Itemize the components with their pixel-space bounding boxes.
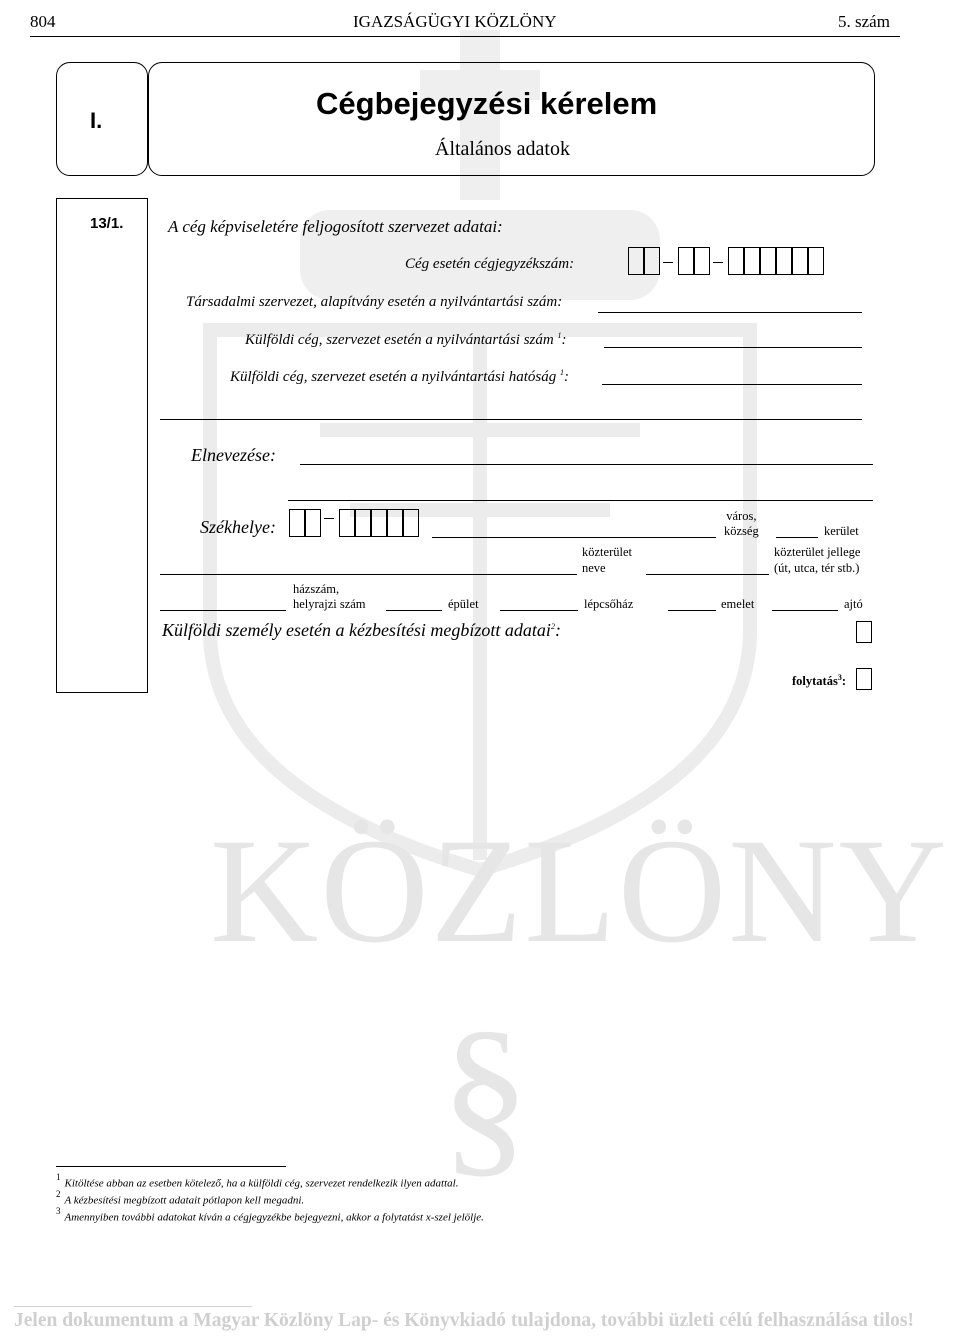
digit-box[interactable] xyxy=(387,509,403,537)
section-number: 13/1. xyxy=(90,215,124,232)
digit-box[interactable] xyxy=(403,509,419,537)
building-label: épület xyxy=(448,597,479,611)
digit-box[interactable] xyxy=(728,247,744,275)
door-label: ajtó xyxy=(844,597,863,611)
floor-label: emelet xyxy=(721,597,755,611)
form-subtitle: Általános adatok xyxy=(435,138,570,160)
section-number-column xyxy=(56,198,148,693)
street-name-field[interactable] xyxy=(160,574,577,575)
footnotes xyxy=(56,1172,856,1223)
name-label: Elnevezése: xyxy=(191,445,276,465)
digit-box[interactable] xyxy=(678,247,694,275)
name-field[interactable] xyxy=(300,464,873,465)
digit-box[interactable] xyxy=(776,247,792,275)
notice-rule xyxy=(14,1306,252,1307)
street-type-field[interactable] xyxy=(646,574,769,575)
district-label: kerület xyxy=(824,524,859,538)
page-number: 804 xyxy=(30,12,56,31)
street-type-label: közterület jellege (út, utca, tér stb.) xyxy=(774,545,861,575)
digit-box[interactable] xyxy=(694,247,710,275)
staircase-field[interactable] xyxy=(500,610,578,611)
foreign-agent-checkbox[interactable] xyxy=(856,621,872,643)
section-label: I. xyxy=(90,108,103,133)
city-label: város, község xyxy=(724,509,759,538)
foreign-reg-authority-field[interactable] xyxy=(602,384,862,385)
foreign-reg-number-label: Külföldi cég, szervezet esetén a nyilvántartási szám $^1$: xyxy=(245,331,567,348)
digit-box[interactable] xyxy=(760,247,776,275)
form-title: Cégbejegyzési kérelem xyxy=(316,86,658,121)
digit-box[interactable] xyxy=(339,509,355,537)
digit-box[interactable] xyxy=(808,247,824,275)
digit-box[interactable] xyxy=(371,509,387,537)
staircase-label: lépcsőház xyxy=(584,597,634,611)
footnote-1: $^1$ Kitöltése abban az esetben kötelező, ha a külföldi cég, szervezet rendelkezik ilyen adattal. xyxy=(56,1172,459,1190)
foreign-reg-number-field[interactable] xyxy=(604,347,862,348)
street-name-label: közterület neve xyxy=(582,545,632,575)
footnote-2: $^2$ A kézbesítési megbízott adatait pótlapon kell megadni. xyxy=(56,1189,305,1207)
continuation-checkbox[interactable] xyxy=(856,668,872,690)
house-number-label: házszám, helyrajzi szám xyxy=(293,582,366,611)
foreign-reg-authority-label: Külföldi cég, szervezet esetén a nyilvántartási hatóság $^1$: xyxy=(230,368,569,385)
digit-box[interactable] xyxy=(628,247,644,275)
ownership-notice: Jelen dokumentum a Magyar Közlöny Lap- és Könyvkiadó tulajdona, további üzleti célú felhasználása tilos! xyxy=(14,1310,914,1331)
digit-box[interactable] xyxy=(305,509,321,537)
social-org-number-field[interactable] xyxy=(598,312,862,313)
door-field[interactable] xyxy=(772,610,838,611)
continuation-label: folytatás$^3$: xyxy=(792,673,846,689)
section-heading: A cég képviseletére feljogosított szervezet adatai: xyxy=(168,217,503,236)
digit-box[interactable] xyxy=(744,247,760,275)
issue-number: 5. szám xyxy=(838,12,890,31)
dash xyxy=(663,262,673,263)
social-org-label: Társadalmi szervezet, alapítvány esetén a nyilvántartási szám: xyxy=(186,294,563,310)
watermark-paragraph-symbol: § xyxy=(440,994,530,1193)
company-reg-label: Cég esetén cégjegyzékszám: xyxy=(405,256,575,272)
house-number-field[interactable] xyxy=(160,610,286,611)
city-field[interactable] xyxy=(432,537,716,538)
digit-box[interactable] xyxy=(792,247,808,275)
footnote-rule xyxy=(56,1166,286,1167)
digit-box[interactable] xyxy=(355,509,371,537)
building-field[interactable] xyxy=(386,610,442,611)
foreign-reg-authority-field-line2[interactable] xyxy=(160,419,862,420)
watermark-text: KÖZLÖNY xyxy=(210,808,949,974)
dash xyxy=(324,518,334,519)
digit-box[interactable] xyxy=(644,247,660,275)
seat-label: Székhelye: xyxy=(200,517,276,537)
digit-box[interactable] xyxy=(289,509,305,537)
name-field-line2[interactable] xyxy=(288,500,873,501)
dash xyxy=(713,262,723,263)
header-rule xyxy=(30,36,900,37)
journal-title: IGAZSÁGÜGYI KÖZLÖNY xyxy=(353,12,557,31)
floor-field[interactable] xyxy=(668,610,716,611)
foreign-agent-label: Külföldi személy esetén a kézbesítési megbízott adatai$^2$: xyxy=(162,620,561,640)
footnote-3: $^3$ Amennyiben további adatokat kíván a cégjegyzékbe bejegyezni, akkor a folytatást x-szel jelölje. xyxy=(56,1206,484,1224)
district-field[interactable] xyxy=(776,537,818,538)
